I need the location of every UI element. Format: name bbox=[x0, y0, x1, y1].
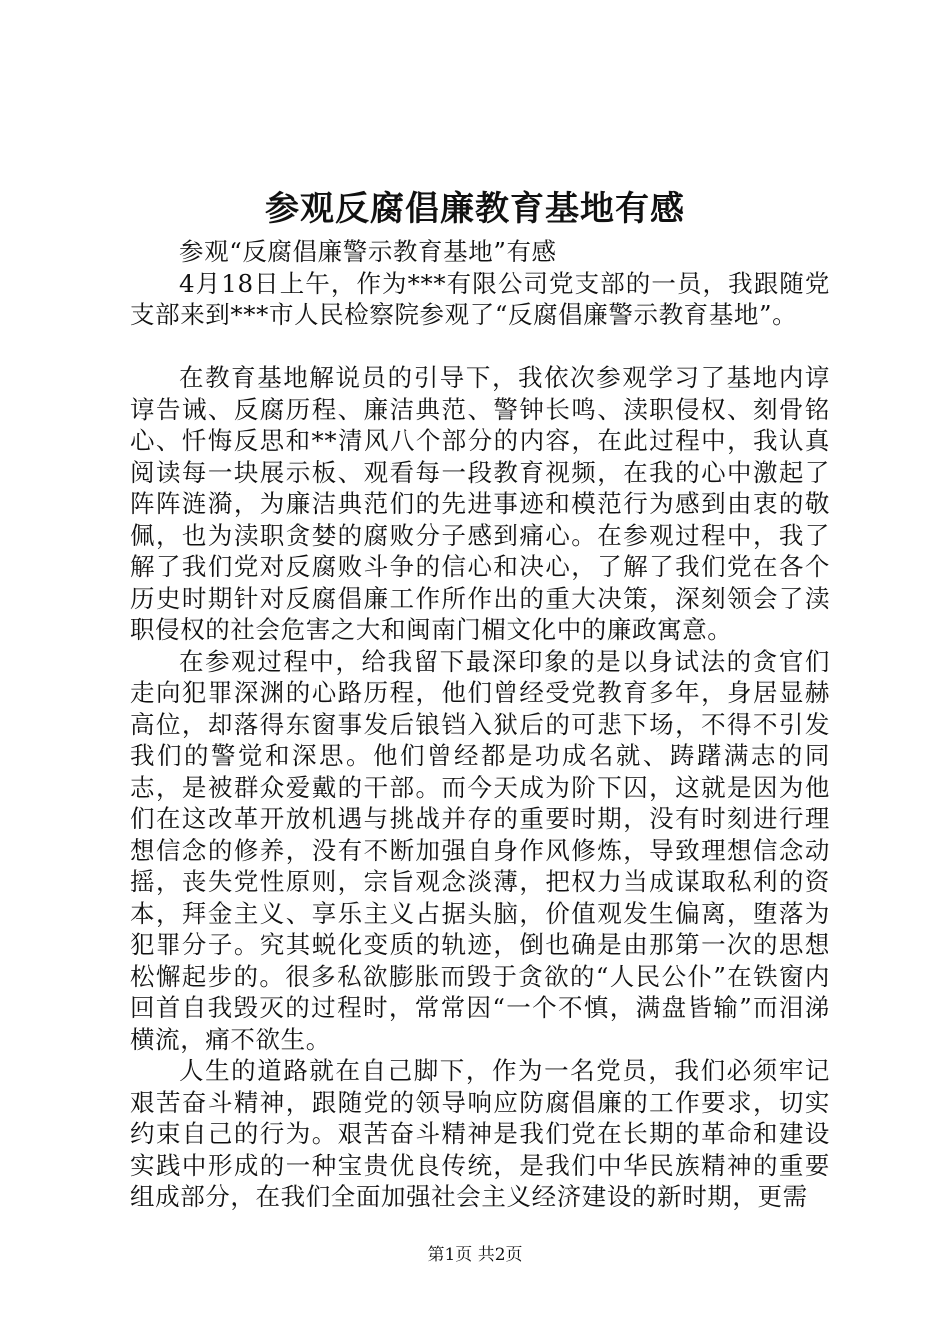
body-paragraph-visit: 在教育基地解说员的引导下，我依次参观学习了基地内谆谆告诫、反腐历程、廉洁典范、警钟长鸣、渎职侵权、刻骨铭心、忏悔反思和**清风八个部分的内容，在此过程中，我认真阅读每一块展示板、观看每一段教育视频，在我的心中激起了阵阵涟漪，为廉洁典范们的先进事迹和模范行为感到由衷的敬佩，也为渎职贪婪的腐败分子感到痛心。在参观过程中，我了解了我们党对反腐败斗争的信心和决心，了解了我们党在各个历史时期针对反腐倡廉工作所作出的重大决策，深刻领会了渎职侵权的社会危害之大和闽南门楣文化中的廉政寓意。 bbox=[130, 363, 830, 644]
document-body bbox=[130, 236, 830, 1213]
page-footer: 第1页 共2页 bbox=[427, 1245, 523, 1265]
body-paragraph-reflection: 人生的道路就在自己脚下，作为一名党员，我们必须牢记艰苦奋斗精神，跟随党的领导响应防腐倡廉的工作要求，切实约束自己的行为。艰苦奋斗精神是我们党在长期的革命和建设实践中形成的一种宝贵优良传统，是我们中华民族精神的重要组成部分，在我们全面加强社会主义经济建设的新时期，更需 bbox=[130, 1056, 830, 1211]
document-title: 参观反腐倡廉教育基地有感 bbox=[265, 189, 685, 229]
body-paragraph-impression: 在参观过程中，给我留下最深印象的是以身试法的贪官们走向犯罪深渊的心路历程，他们曾经受党教育多年，身居显赫高位，却落得东窗事发后锒铛入狱后的可悲下场，不得不引发我们的警觉和深思。他们曾经都是功成名就、踌躇满志的同志，是被群众爱戴的干部。而今天成为阶下囚，这就是因为他们在这改革开放机遇与挑战并存的重要时期，没有时刻进行理想信念的修养，没有不断加强自身作风修炼，导致理想信念动摇，丧失党性原则，宗旨观念淡薄，把权力当成谋取私利的资本，拜金主义、享乐主义占据头脑，价值观发生偏离，堕落为犯罪分子。究其蜕化变质的轨迹，倒也确是由那第一次的思想松懈起步的。很多私欲膨胀而毁于贪欲的“人民公仆”在铁窗内回首自我毁灭的过程时，常常因“一个不慎，满盘皆输”而泪涕横流，痛不欲生。 bbox=[130, 646, 830, 1054]
subtitle-paragraph: 参观“反腐倡廉警示教育基地”有感 bbox=[179, 237, 557, 266]
body-paragraph-intro: 4月18日上午，作为***有限公司党支部的一员，我跟随党支部来到***市人民检察院参观了“反腐倡廉警示教育基地”。 bbox=[130, 268, 830, 329]
